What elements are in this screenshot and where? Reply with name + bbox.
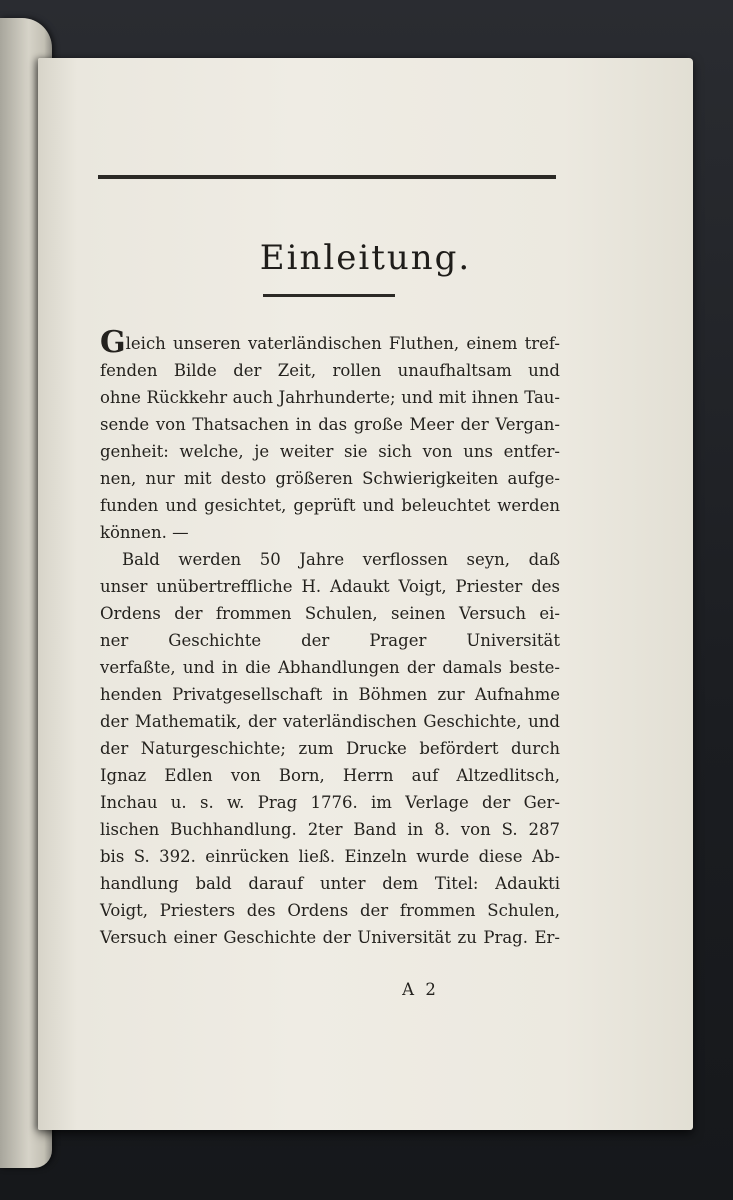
text-line: Voigt, Priesters des Ordens der frommen Schulen,	[100, 901, 560, 920]
text-line: ner Geschichte der Prager Universität	[100, 631, 560, 650]
chapter-title: Einleitung.	[259, 238, 472, 278]
text-line: fenden Bilde der Zeit, rollen unaufhaltsam und	[100, 361, 560, 380]
signature-mark: A 2	[402, 980, 439, 999]
text-line: Ignaz Edlen von Born, Herrn auf Altzedlitsch,	[100, 766, 560, 785]
text-line: der Naturgeschichte; zum Drucke befördert durch	[100, 739, 560, 758]
text-line: können. —	[100, 523, 189, 542]
text-line: bis S. 392. einrücken ließ. Einzeln wurde diese Ab-	[100, 847, 560, 866]
body-text	[100, 325, 560, 951]
text-line: genheit: welche, je weiter sie sich von uns entfer-	[100, 442, 560, 461]
text-line: funden und gesichtet, geprüft und beleuchtet werden	[100, 496, 560, 515]
text-line: unser unübertreffliche H. Adaukt Voigt, Priester des	[100, 577, 560, 596]
text-line: Ordens der frommen Schulen, seinen Versuch ei-	[100, 604, 560, 623]
text-line: sende von Thatsachen in das große Meer der Vergan-	[100, 415, 560, 434]
drop-cap: G	[100, 325, 126, 360]
text-line: Inchau u. s. w. Prag 1776. im Verlage der Ger-	[100, 793, 560, 812]
text-line: handlung bald darauf unter dem Titel: Adaukti	[100, 874, 560, 893]
text-line: Versuch einer Geschichte der Universität zu Prag. Er-	[100, 928, 560, 947]
text-line: lischen Buchhandlung. 2ter Band in 8. von S. 287	[100, 820, 560, 839]
text-line: verfaßte, und in die Abhandlungen der damals beste-	[100, 658, 560, 677]
text-line: nen, nur mit desto größeren Schwierigkeiten aufge-	[100, 469, 560, 488]
book-page	[38, 58, 693, 1130]
text-line: ohne Rückkehr auch Jahrhunderte; und mit ihnen Tau-	[100, 388, 560, 407]
text-line: der Mathematik, der vaterländischen Geschichte, und	[100, 712, 560, 731]
text-line: henden Privatgesellschaft in Böhmen zur Aufnahme	[100, 685, 560, 704]
text-line: Bald werden 50 Jahre verflossen seyn, daß	[122, 550, 560, 569]
title-rule	[263, 294, 395, 297]
text-line: Gleich unseren vaterländischen Fluthen, einem tref-	[100, 325, 560, 360]
header-rule	[98, 175, 556, 179]
